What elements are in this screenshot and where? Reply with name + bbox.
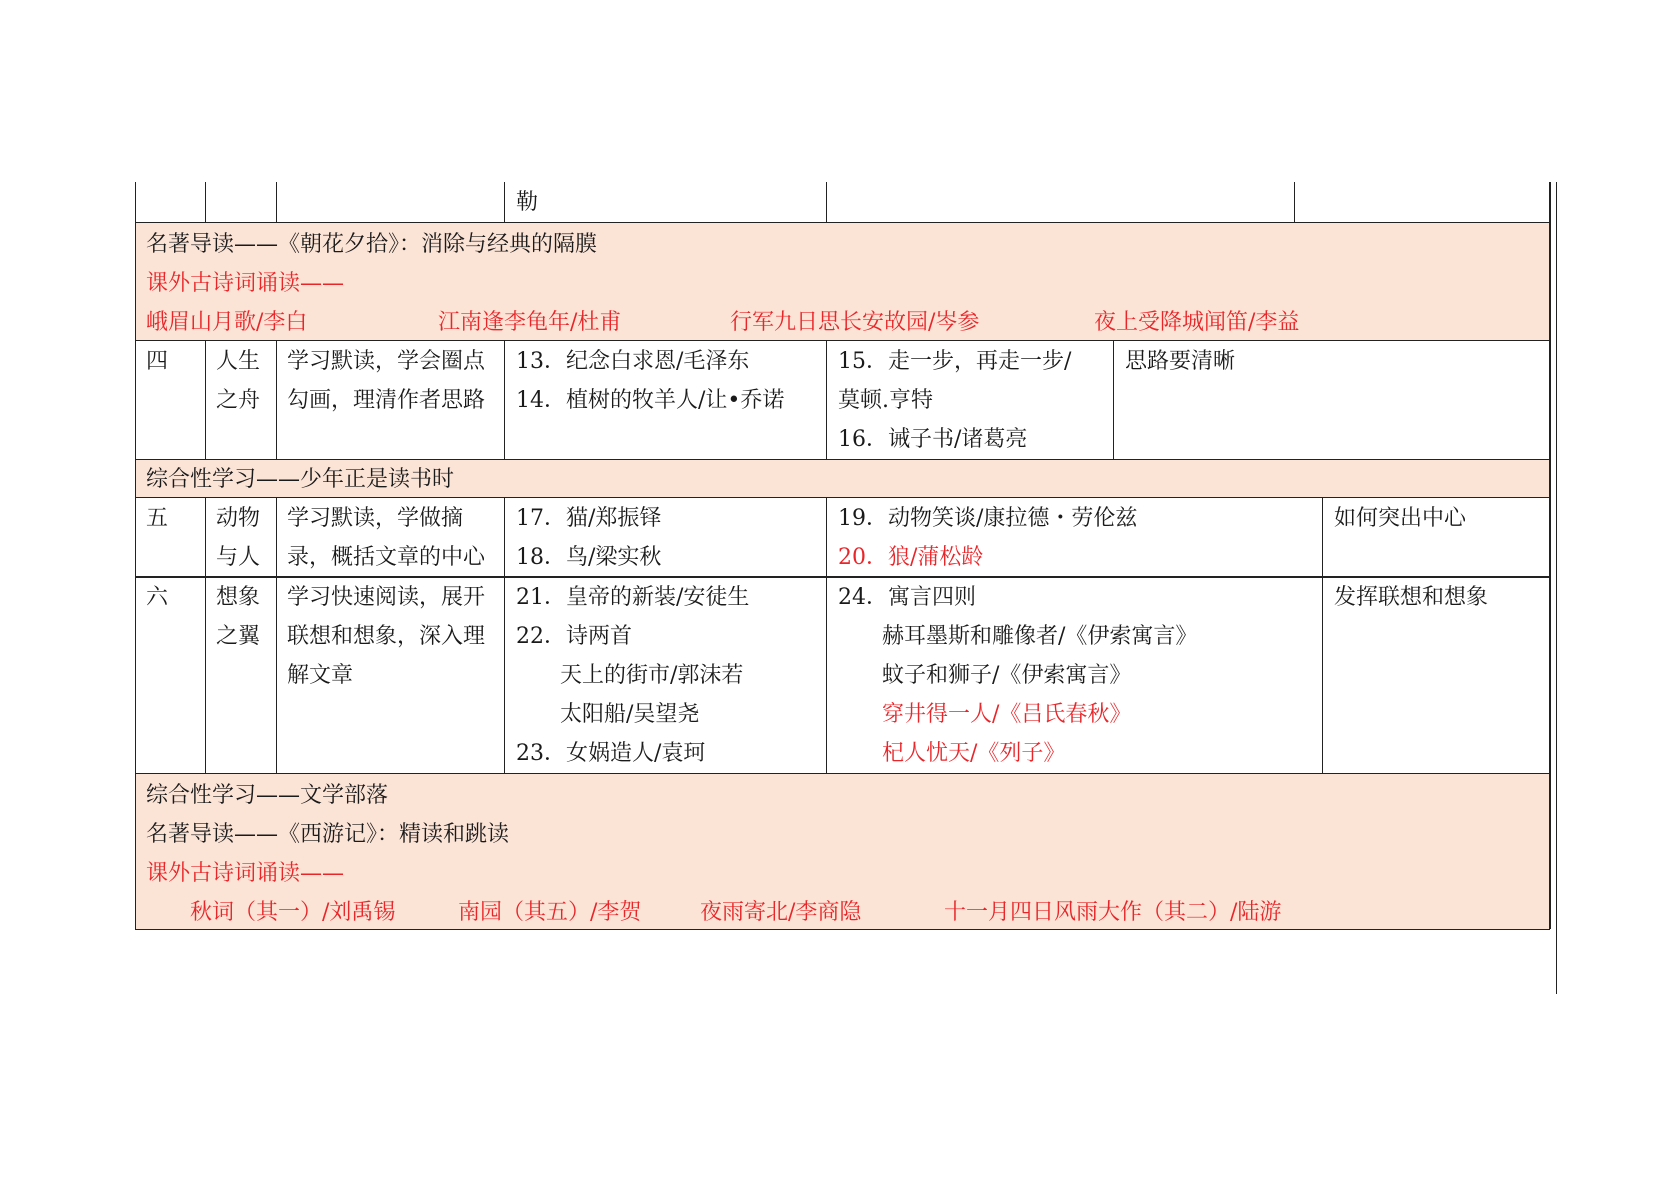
unit-goal: 学习默读，学做摘	[287, 506, 464, 531]
lesson-item: 17．猫/郑振铎	[516, 506, 662, 531]
table-vline	[1549, 182, 1551, 929]
lesson-item: 15．走一步，再走一步/	[838, 349, 1072, 374]
writing-topic: 如何突出中心	[1334, 506, 1467, 531]
table-vline	[1113, 340, 1114, 459]
lesson-item: 13．纪念白求恩/毛泽东	[516, 349, 750, 374]
poem-item: 秋词（其一）/刘禹锡	[190, 900, 396, 925]
unit-goal: 联想和想象，深入理	[287, 624, 486, 649]
lesson-item: 穿井得一人/《吕氏春秋》	[882, 702, 1132, 727]
table-vline	[205, 497, 206, 773]
unit-theme: 想象	[216, 585, 261, 610]
unit-goal: 录，概括文章的中心	[287, 545, 486, 570]
table-vline	[205, 340, 206, 459]
lesson-item: 杞人忧天/《列子》	[882, 741, 1066, 766]
poem-item: 行军九日思长安故园/岑参	[730, 310, 980, 335]
unit-goal: 解文章	[287, 663, 354, 688]
table-hline	[135, 773, 1550, 774]
lesson-item: 23．女娲造人/袁珂	[516, 741, 706, 766]
lesson-item: 21．皇帝的新装/安徒生	[516, 585, 750, 610]
table-vline	[826, 340, 827, 459]
writing-topic: 思路要清晰	[1125, 349, 1236, 374]
table-vline	[276, 340, 277, 459]
poetry-heading: 课外古诗词诵读——	[146, 861, 345, 886]
poem-item: 夜雨寄北/李商隐	[700, 900, 862, 925]
reading-guide-line: 名著导读——《朝花夕拾》：消除与经典的隔膜	[146, 232, 598, 257]
comprehensive-learning-line: 综合性学习——少年正是读书时	[146, 467, 455, 492]
reading-guide-line: 名著导读——《西游记》：精读和跳读	[146, 822, 510, 847]
poem-item: 峨眉山月歌/李白	[146, 310, 308, 335]
lesson-item: 蚊子和狮子/《伊索寓言》	[882, 663, 1132, 688]
table-vline	[205, 182, 206, 222]
lesson-item: 20．狼/蒲松龄	[838, 545, 984, 570]
table-vline	[504, 497, 505, 773]
poem-item: 夜上受降城闻笛/李益	[1094, 310, 1300, 335]
lesson-item: 天上的街市/郭沫若	[560, 663, 744, 688]
unit-theme: 与人	[216, 545, 261, 570]
lesson-item: 24．寓言四则	[838, 585, 976, 610]
unit-theme: 动物	[216, 506, 261, 531]
table-vline	[504, 182, 505, 222]
table-vline	[135, 182, 136, 929]
lesson-item: 赫耳墨斯和雕像者/《伊索寓言》	[882, 624, 1198, 649]
unit-theme: 之翼	[216, 624, 261, 649]
table-vline	[276, 497, 277, 773]
comprehensive-learning-line: 综合性学习——文学部落	[146, 783, 389, 808]
table-hline	[135, 222, 1550, 223]
poetry-heading: 课外古诗词诵读——	[146, 271, 345, 296]
lesson-item: 18．鸟/梁实秋	[516, 545, 662, 570]
top-row-cell-text: 勒	[516, 190, 539, 215]
poem-item: 十一月四日风雨大作（其二）/陆游	[944, 900, 1282, 925]
unit-number: 五	[146, 506, 169, 531]
page-margin-line	[1556, 182, 1557, 994]
lesson-item: 22．诗两首	[516, 624, 632, 649]
unit-theme: 人生	[216, 349, 261, 374]
table-vline	[1294, 182, 1295, 222]
unit-number: 六	[146, 585, 169, 610]
poem-item: 南园（其五）/李贺	[458, 900, 642, 925]
unit-goal: 勾画，理清作者思路	[287, 388, 486, 413]
table-vline	[276, 182, 277, 222]
lesson-item: 14．植树的牧羊人/让•乔诺	[516, 388, 785, 413]
unit-number: 四	[146, 349, 169, 374]
poem-item: 江南逢李龟年/杜甫	[438, 310, 622, 335]
unit-theme: 之舟	[216, 388, 261, 413]
lesson-item: 莫顿.亨特	[838, 388, 933, 413]
table-vline	[826, 497, 827, 773]
table-vline	[504, 340, 505, 459]
lesson-item: 19．动物笑谈/康拉德・劳伦兹	[838, 506, 1138, 531]
unit-goal: 学习快速阅读，展开	[287, 585, 486, 610]
table-vline	[826, 182, 827, 222]
unit-goal: 学习默读，学会圈点	[287, 349, 486, 374]
lesson-item: 16．诫子书/诸葛亮	[838, 427, 1028, 452]
lesson-item: 太阳船/吴望尧	[560, 702, 700, 727]
writing-topic: 发挥联想和想象	[1334, 585, 1489, 610]
table-vline	[1322, 497, 1323, 773]
